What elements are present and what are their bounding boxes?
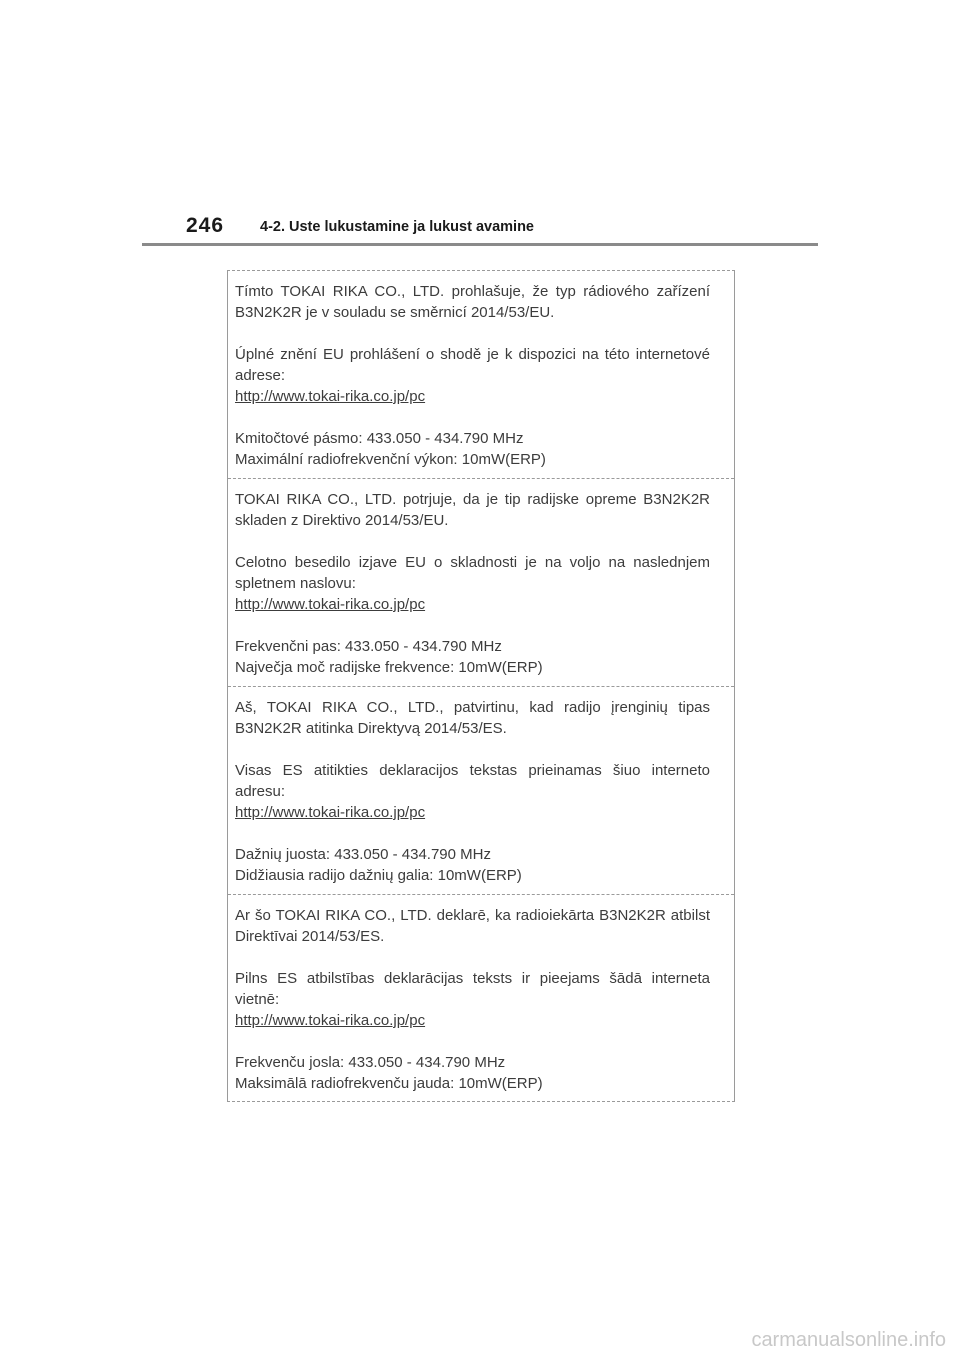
- declaration-statement: TOKAI RIKA CO., LTD. potrjuje, da je tip radijske opreme B3N2K2R skladen z Direktivo 2014/53/EU.: [235, 491, 710, 529]
- frequency-band: Frekvenču josla: 433.050 - 434.790 MHz: [235, 1054, 506, 1071]
- frequency-band: Kmitočtové pásmo: 433.050 - 434.790 MHz: [235, 430, 524, 447]
- declaration-block-lt: [228, 687, 734, 895]
- declarations-box: [227, 270, 735, 1102]
- declaration-statement: Tímto TOKAI RIKA CO., LTD. prohlašuje, že typ rádiového zařízení B3N2K2R je v souladu se směrnicí 2014/53/EU.: [235, 283, 710, 321]
- declaration-statement: Ar šo TOKAI RIKA CO., LTD. deklarē, ka radioiekārta B3N2K2R atbilst Direktīvai 2014/53/ES.: [235, 907, 710, 945]
- frequency-band: Frekvenčni pas: 433.050 - 434.790 MHz: [235, 638, 502, 655]
- declaration-availability: Pilns ES atbilstības deklarācijas teksts ir pieejams šādā interneta vietnē:: [235, 970, 710, 1008]
- header-divider: [142, 243, 818, 246]
- declaration-availability: Visas ES atitikties deklaracijos tekstas prieinamas šiuo interneto adresu:: [235, 762, 710, 800]
- declaration-availability: Celotno besedilo izjave EU o skladnosti je na voljo na naslednjem spletnem naslovu:: [235, 554, 710, 592]
- declaration-statement: Aš, TOKAI RIKA CO., LTD., patvirtinu, kad radijo įrenginių tipas B3N2K2R atitinka Direktyvą 2014/53/ES.: [235, 699, 710, 737]
- declaration-block-cs: [228, 271, 734, 479]
- declaration-url-link[interactable]: http://www.tokai-rika.co.jp/pc: [235, 596, 426, 613]
- max-power: Maksimālā radiofrekvenču jauda: 10mW(ERP): [235, 1075, 543, 1092]
- declaration-block-lv: [228, 895, 734, 1101]
- frequency-band: Dažnių juosta: 433.050 - 434.790 MHz: [235, 846, 491, 863]
- declaration-block-sl: [228, 479, 734, 687]
- max-power: Maximální radiofrekvenční výkon: 10mW(ERP): [235, 451, 546, 468]
- section-title: 4-2. Uste lukustamine ja lukust avamine: [260, 219, 534, 235]
- declaration-url-link[interactable]: http://www.tokai-rika.co.jp/pc: [235, 1012, 426, 1029]
- page-number: 246: [186, 214, 225, 237]
- declaration-url-link[interactable]: http://www.tokai-rika.co.jp/pc: [235, 804, 426, 821]
- watermark: carmanualsonline.info: [751, 1329, 946, 1351]
- max-power: Največja moč radijske frekvence: 10mW(ERP): [235, 659, 543, 676]
- declaration-availability: Úplné znění EU prohlášení o shodě je k dispozici na této internetové adrese:: [235, 346, 710, 384]
- max-power: Didžiausia radijo dažnių galia: 10mW(ERP): [235, 867, 522, 884]
- declaration-url-link[interactable]: http://www.tokai-rika.co.jp/pc: [235, 388, 426, 405]
